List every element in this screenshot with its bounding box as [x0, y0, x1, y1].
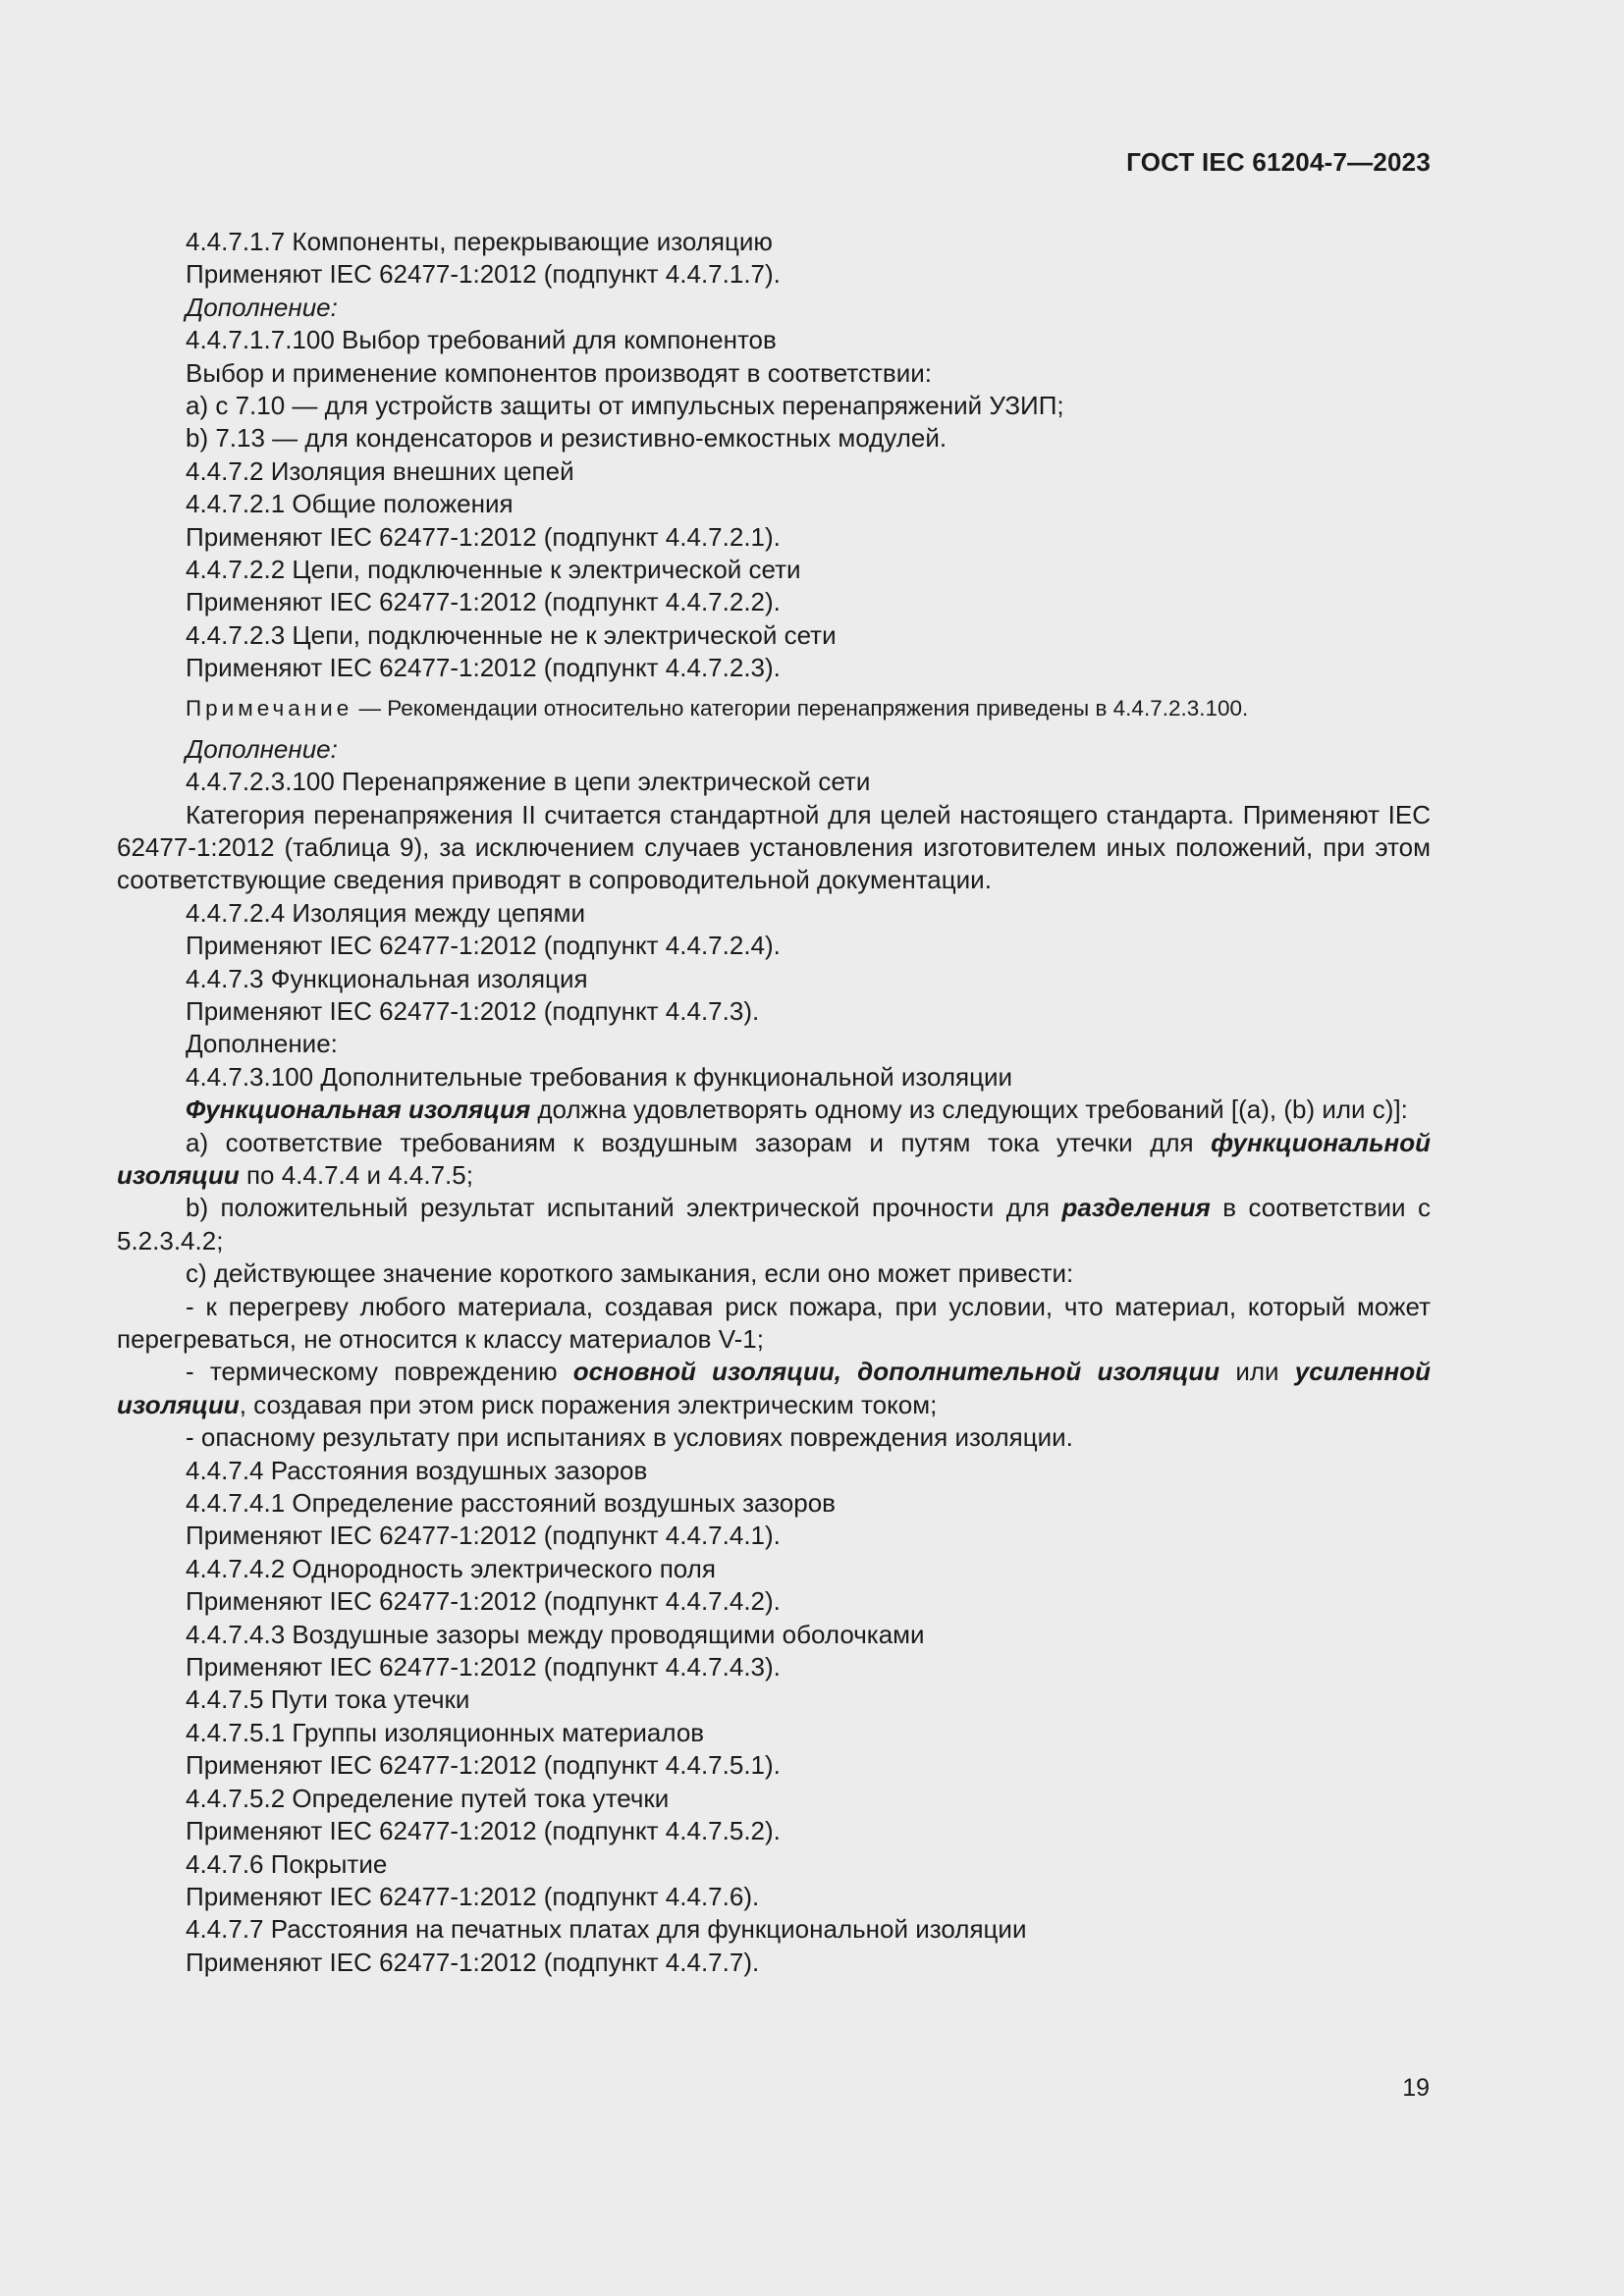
clause-heading: 4.4.7.2.1 Общие положения: [186, 489, 514, 519]
clause-text: Применяют IEC 62477-1:2012 (подпункт 4.4.7.4.2).: [186, 1586, 781, 1617]
clause-heading: 4.4.7.5 Пути тока утечки: [186, 1684, 470, 1715]
clause-text: Применяют IEC 62477-1:2012 (подпункт 4.4.7.7).: [186, 1947, 760, 1977]
list-item: a) с 7.10 — для устройств защиты от импульсных перенапряжений УЗИП;: [186, 391, 1064, 421]
clause-text: Выбор и применение компонентов производят в соответствии:: [186, 357, 932, 388]
clause-heading: 4.4.7.2 Изоляция внешних цепей: [186, 455, 574, 486]
list-item: b) 7.13 — для конденсаторов и резистивно-емкостных модулей.: [186, 423, 947, 454]
document-header: ГОСТ IEC 61204-7—2023: [1126, 147, 1431, 177]
addition-label: Дополнение:: [186, 292, 338, 322]
list-item: - термическому повреждению основной изоляции, дополнительной изоляции или усиленной изоляции, создавая при этом риск поражения электрическим током;: [117, 1357, 1431, 1419]
clause-heading: 4.4.7.4.1 Определение расстояний воздушных зазоров: [186, 1488, 836, 1519]
clause-heading: 4.4.7.6 Покрытие: [186, 1848, 388, 1879]
clause-text: Применяют IEC 62477-1:2012 (подпункт 4.4.7.5.1).: [186, 1750, 781, 1781]
note-text: — Рекомендации относительно категории перенапряжения приведены в 4.4.7.2.3.100.: [352, 695, 1249, 721]
note: [117, 694, 1431, 723]
clause-text: Применяют IEC 62477-1:2012 (подпункт 4.4.7.2.1).: [186, 521, 781, 552]
clause-text: Применяют IEC 62477-1:2012 (подпункт 4.4.7.2.2).: [186, 587, 781, 617]
clause-heading: 4.4.7.2.2 Цепи, подключенные к электрической сети: [186, 555, 801, 585]
term: усиленной изоляции: [117, 1357, 1431, 1419]
clause-heading: 4.4.7.4 Расстояния воздушных зазоров: [186, 1455, 648, 1485]
addition-label: Дополнение:: [186, 733, 338, 764]
list-item: - к перегреву любого материала, создавая риск пожара, при условии, что материал, который может перегреваться, не относится к классу материалов V-1;: [117, 1291, 1431, 1354]
clause-text: Применяют IEC 62477-1:2012 (подпункт 4.4.7.5.2).: [186, 1816, 781, 1846]
clause-heading: 4.4.7.1.7 Компоненты, перекрывающие изоляцию: [186, 227, 773, 256]
clause-text: Применяют IEC 62477-1:2012 (подпункт 4.4.7.1.7).: [186, 259, 781, 290]
list-item: - опасному результату при испытаниях в условиях повреждения изоляции.: [186, 1422, 1073, 1453]
clause-heading: 4.4.7.1.7.100 Выбор требований для компонентов: [186, 325, 777, 355]
clause-heading: 4.4.7.4.3 Воздушные зазоры между проводящими оболочками: [186, 1619, 925, 1649]
clause-heading: 4.4.7.2.4 Изоляция между цепями: [186, 897, 586, 928]
clause-heading: 4.4.7.4.2 Однородность электрического поля: [186, 1553, 716, 1583]
list-item: c) действующее значение короткого замыкания, если оно может привести:: [186, 1258, 1074, 1289]
clause-text: Применяют IEC 62477-1:2012 (подпункт 4.4.7.6).: [186, 1881, 760, 1911]
clause-text: Применяют IEC 62477-1:2012 (подпункт 4.4.7.3).: [186, 995, 760, 1026]
term: разделения: [1061, 1193, 1211, 1223]
clause-heading: 4.4.7.3 Функциональная изоляция: [186, 963, 588, 993]
clause-text: Применяют IEC 62477-1:2012 (подпункт 4.4.7.2.3).: [186, 653, 781, 683]
document-body: [117, 226, 1431, 1979]
clause-text: Функциональная изоляция должна удовлетворять одному из следующих требований [(a), (b) или c)]:: [186, 1095, 1408, 1125]
clause-heading: 4.4.7.2.3 Цепи, подключенные не к электрической сети: [186, 619, 837, 650]
addition-label: Дополнение:: [186, 1029, 338, 1059]
clause-text: Применяют IEC 62477-1:2012 (подпункт 4.4.7.4.3).: [186, 1652, 781, 1682]
page-number: 19: [1402, 2074, 1430, 2102]
term: Функциональная изоляция: [186, 1095, 531, 1125]
clause-text: Применяют IEC 62477-1:2012 (подпункт 4.4.7.4.1).: [186, 1521, 781, 1551]
note-label: Примечание: [186, 695, 353, 721]
term: основной изоляции, дополнительной изоляции: [572, 1357, 1220, 1387]
clause-heading: 4.4.7.3.100 Дополнительные требования к функциональной изоляции: [186, 1061, 1013, 1092]
clause-heading: 4.4.7.7 Расстояния на печатных платах для функциональной изоляции: [186, 1914, 1027, 1945]
clause-text: Категория перенапряжения II считается стандартной для целей настоящего стандарта. Применяют IEC 62477-1:2012 (таблица 9), за исключением случаев установления изготовителем иных положений, при этом соответствующие сведения приводят в сопроводительной документации.: [117, 799, 1431, 895]
clause-heading: 4.4.7.2.3.100 Перенапряжение в цепи электрической сети: [186, 767, 871, 797]
term: функциональной изоляции: [117, 1127, 1431, 1190]
clause-heading: 4.4.7.5.2 Определение путей тока утечки: [186, 1783, 670, 1813]
list-item: b) положительный результат испытаний электрической прочности для разделения в соответствии с 5.2.3.4.2;: [117, 1193, 1431, 1255]
list-item: a) соответствие требованиям к воздушным зазорам и путям тока утечки для функциональной изоляции по 4.4.7.4 и 4.4.7.5;: [117, 1127, 1431, 1190]
clause-text: Применяют IEC 62477-1:2012 (подпункт 4.4.7.2.4).: [186, 931, 781, 961]
clause-heading: 4.4.7.5.1 Группы изоляционных материалов: [186, 1717, 705, 1747]
